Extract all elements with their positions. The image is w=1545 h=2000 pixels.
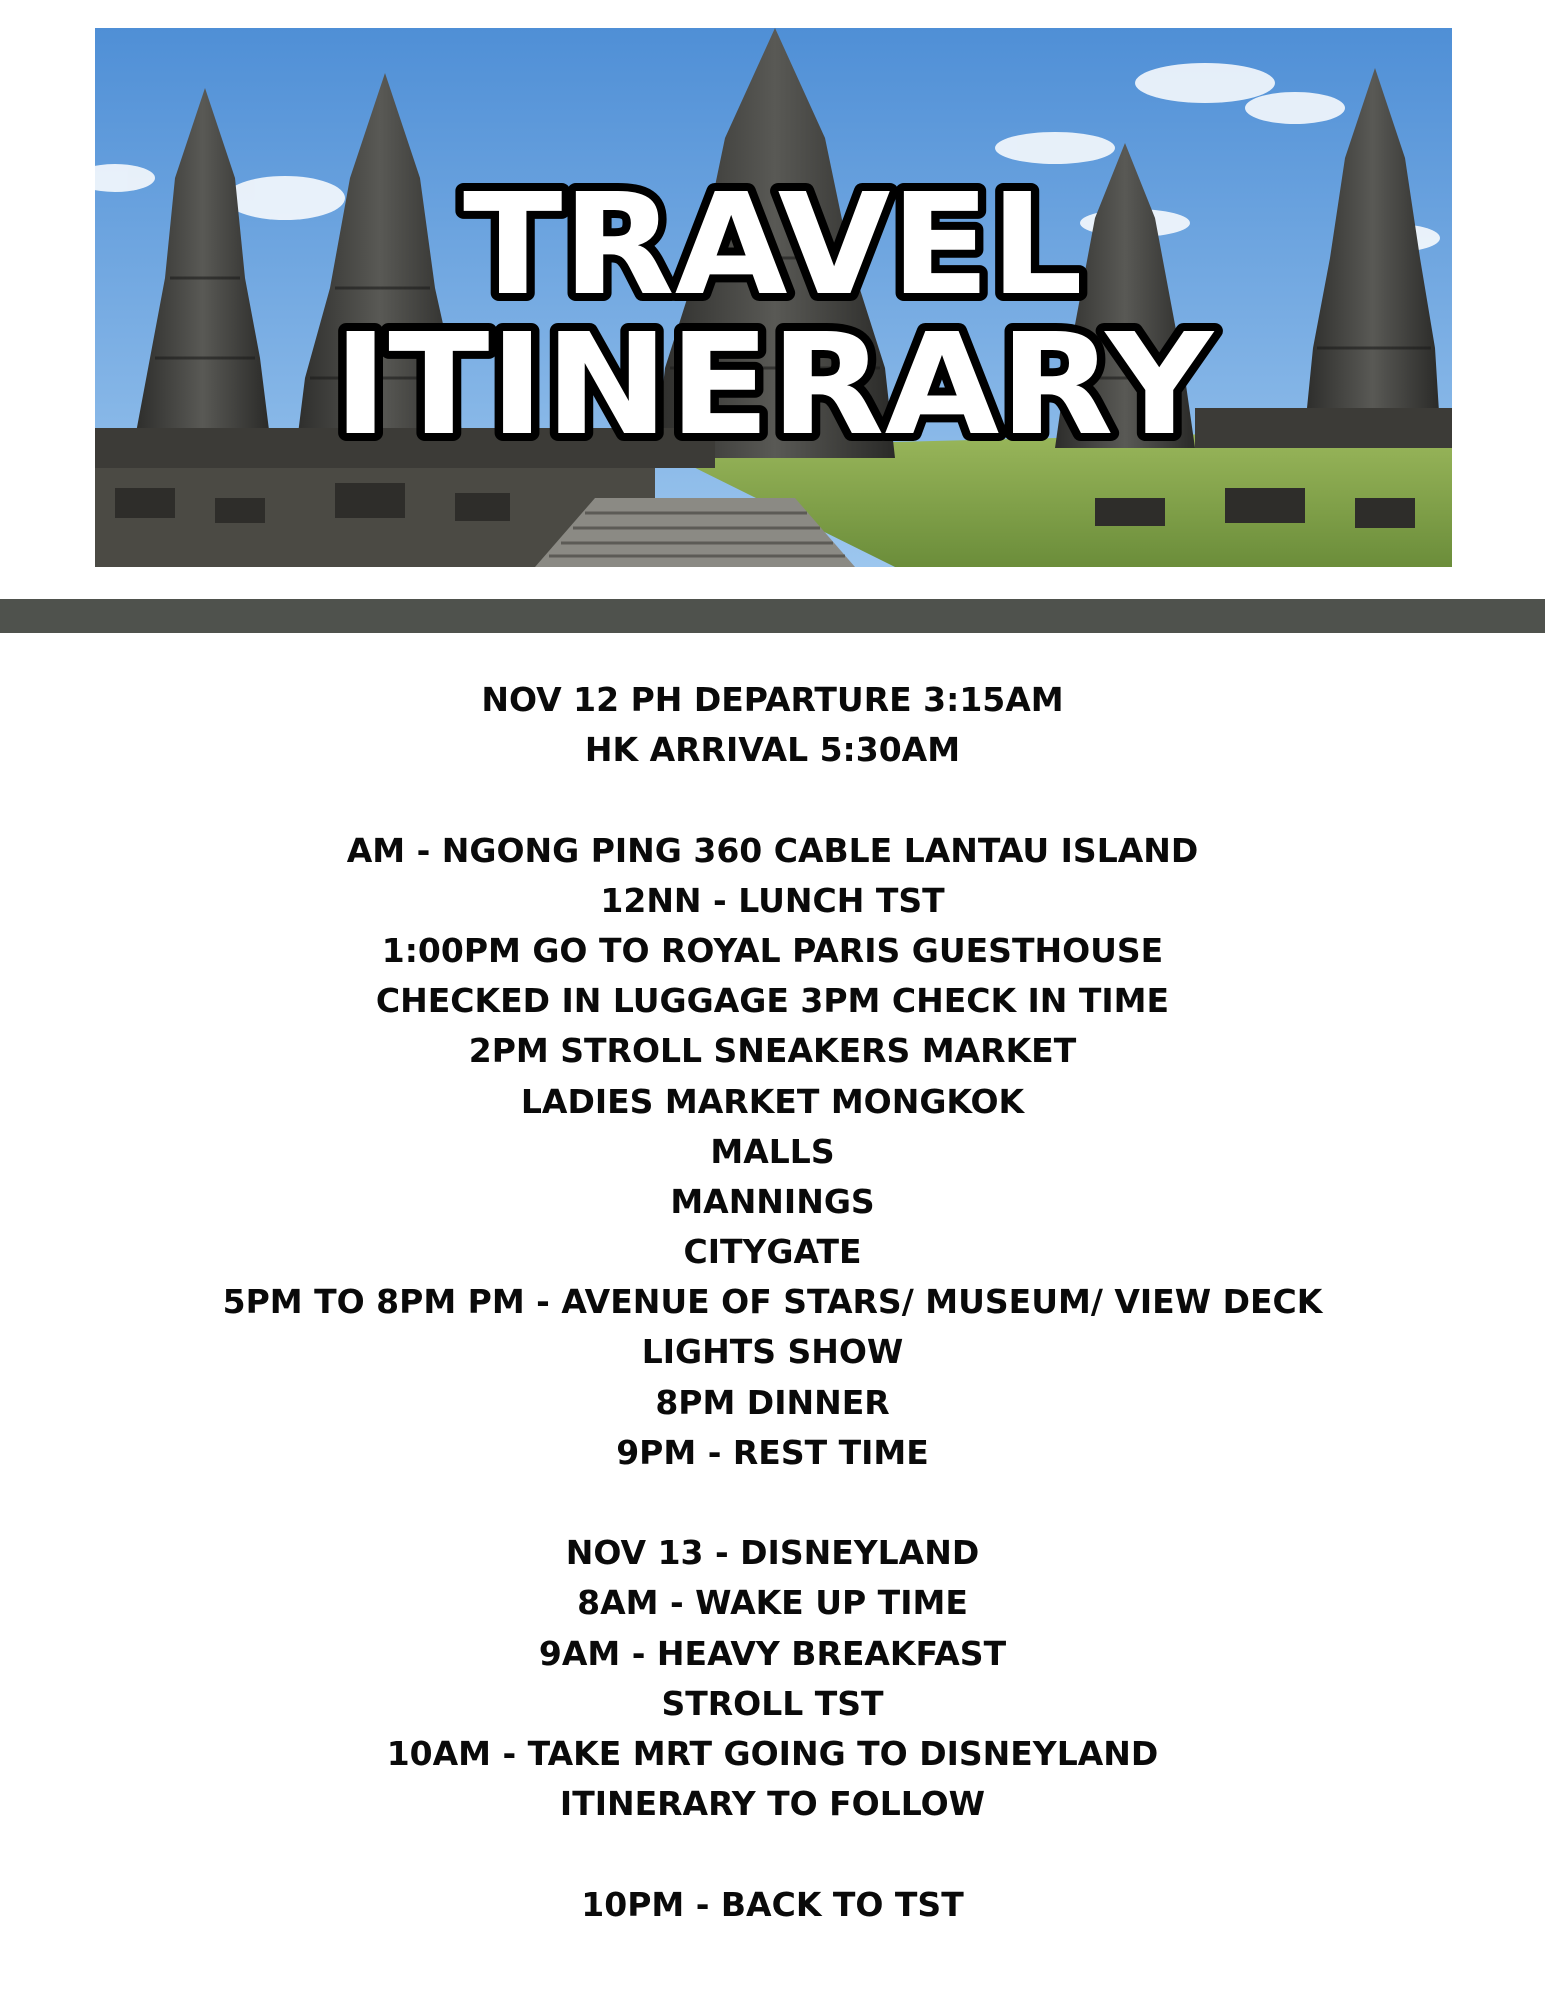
list-item: CITYGATE [683,1232,862,1272]
list-item: STROLL TST [661,1683,884,1723]
list-item: MANNINGS [670,1181,875,1221]
list-item: 10AM - TAKE MRT GOING TO DISNEYLAND [386,1733,1159,1773]
header-banner [95,28,1452,567]
section-divider [0,599,1545,633]
list-item: 2PM STROLL SNEAKERS MARKET [468,1031,1077,1071]
list-item: 8AM - WAKE UP TIME [577,1583,968,1623]
list-item: LIGHTS SHOW [641,1332,904,1372]
spacer [0,1478,1545,1528]
list-item: MALLS [710,1131,835,1171]
itinerary-list [0,675,1545,1930]
list-item: ITINERARY TO FOLLOW [559,1784,986,1824]
list-item: 5PM TO 8PM PM - AVENUE OF STARS/ MUSEUM/ VIEW DECK [222,1282,1323,1322]
banner-title-line2: ITINERARY [333,304,1215,467]
day2-header: NOV 13 - DISNEYLAND [565,1533,980,1573]
list-item: CHECKED IN LUGGAGE 3PM CHECK IN TIME [375,981,1170,1021]
list-item: 9PM - REST TIME [616,1432,929,1472]
list-item: 12NN - LUNCH TST [600,880,945,920]
list-item: 8PM DINNER [655,1382,890,1422]
temple-illustration [95,28,1452,567]
spacer [0,1829,1545,1879]
list-item: 9AM - HEAVY BREAKFAST [538,1633,1007,1673]
day1-arrival: HK ARRIVAL 5:30AM [584,730,961,770]
list-item: LADIES MARKET MONGKOK [520,1081,1025,1121]
banner-title-line1: TRAVEL [463,164,1083,327]
list-item: AM - NGONG PING 360 CABLE LANTAU ISLAND [346,830,1199,870]
spacer [0,775,1545,825]
closing-item: 10PM - BACK TO TST [581,1884,964,1924]
list-item: 1:00PM GO TO ROYAL PARIS GUESTHOUSE [381,930,1164,970]
day1-departure: NOV 12 PH DEPARTURE 3:15AM [481,680,1064,719]
